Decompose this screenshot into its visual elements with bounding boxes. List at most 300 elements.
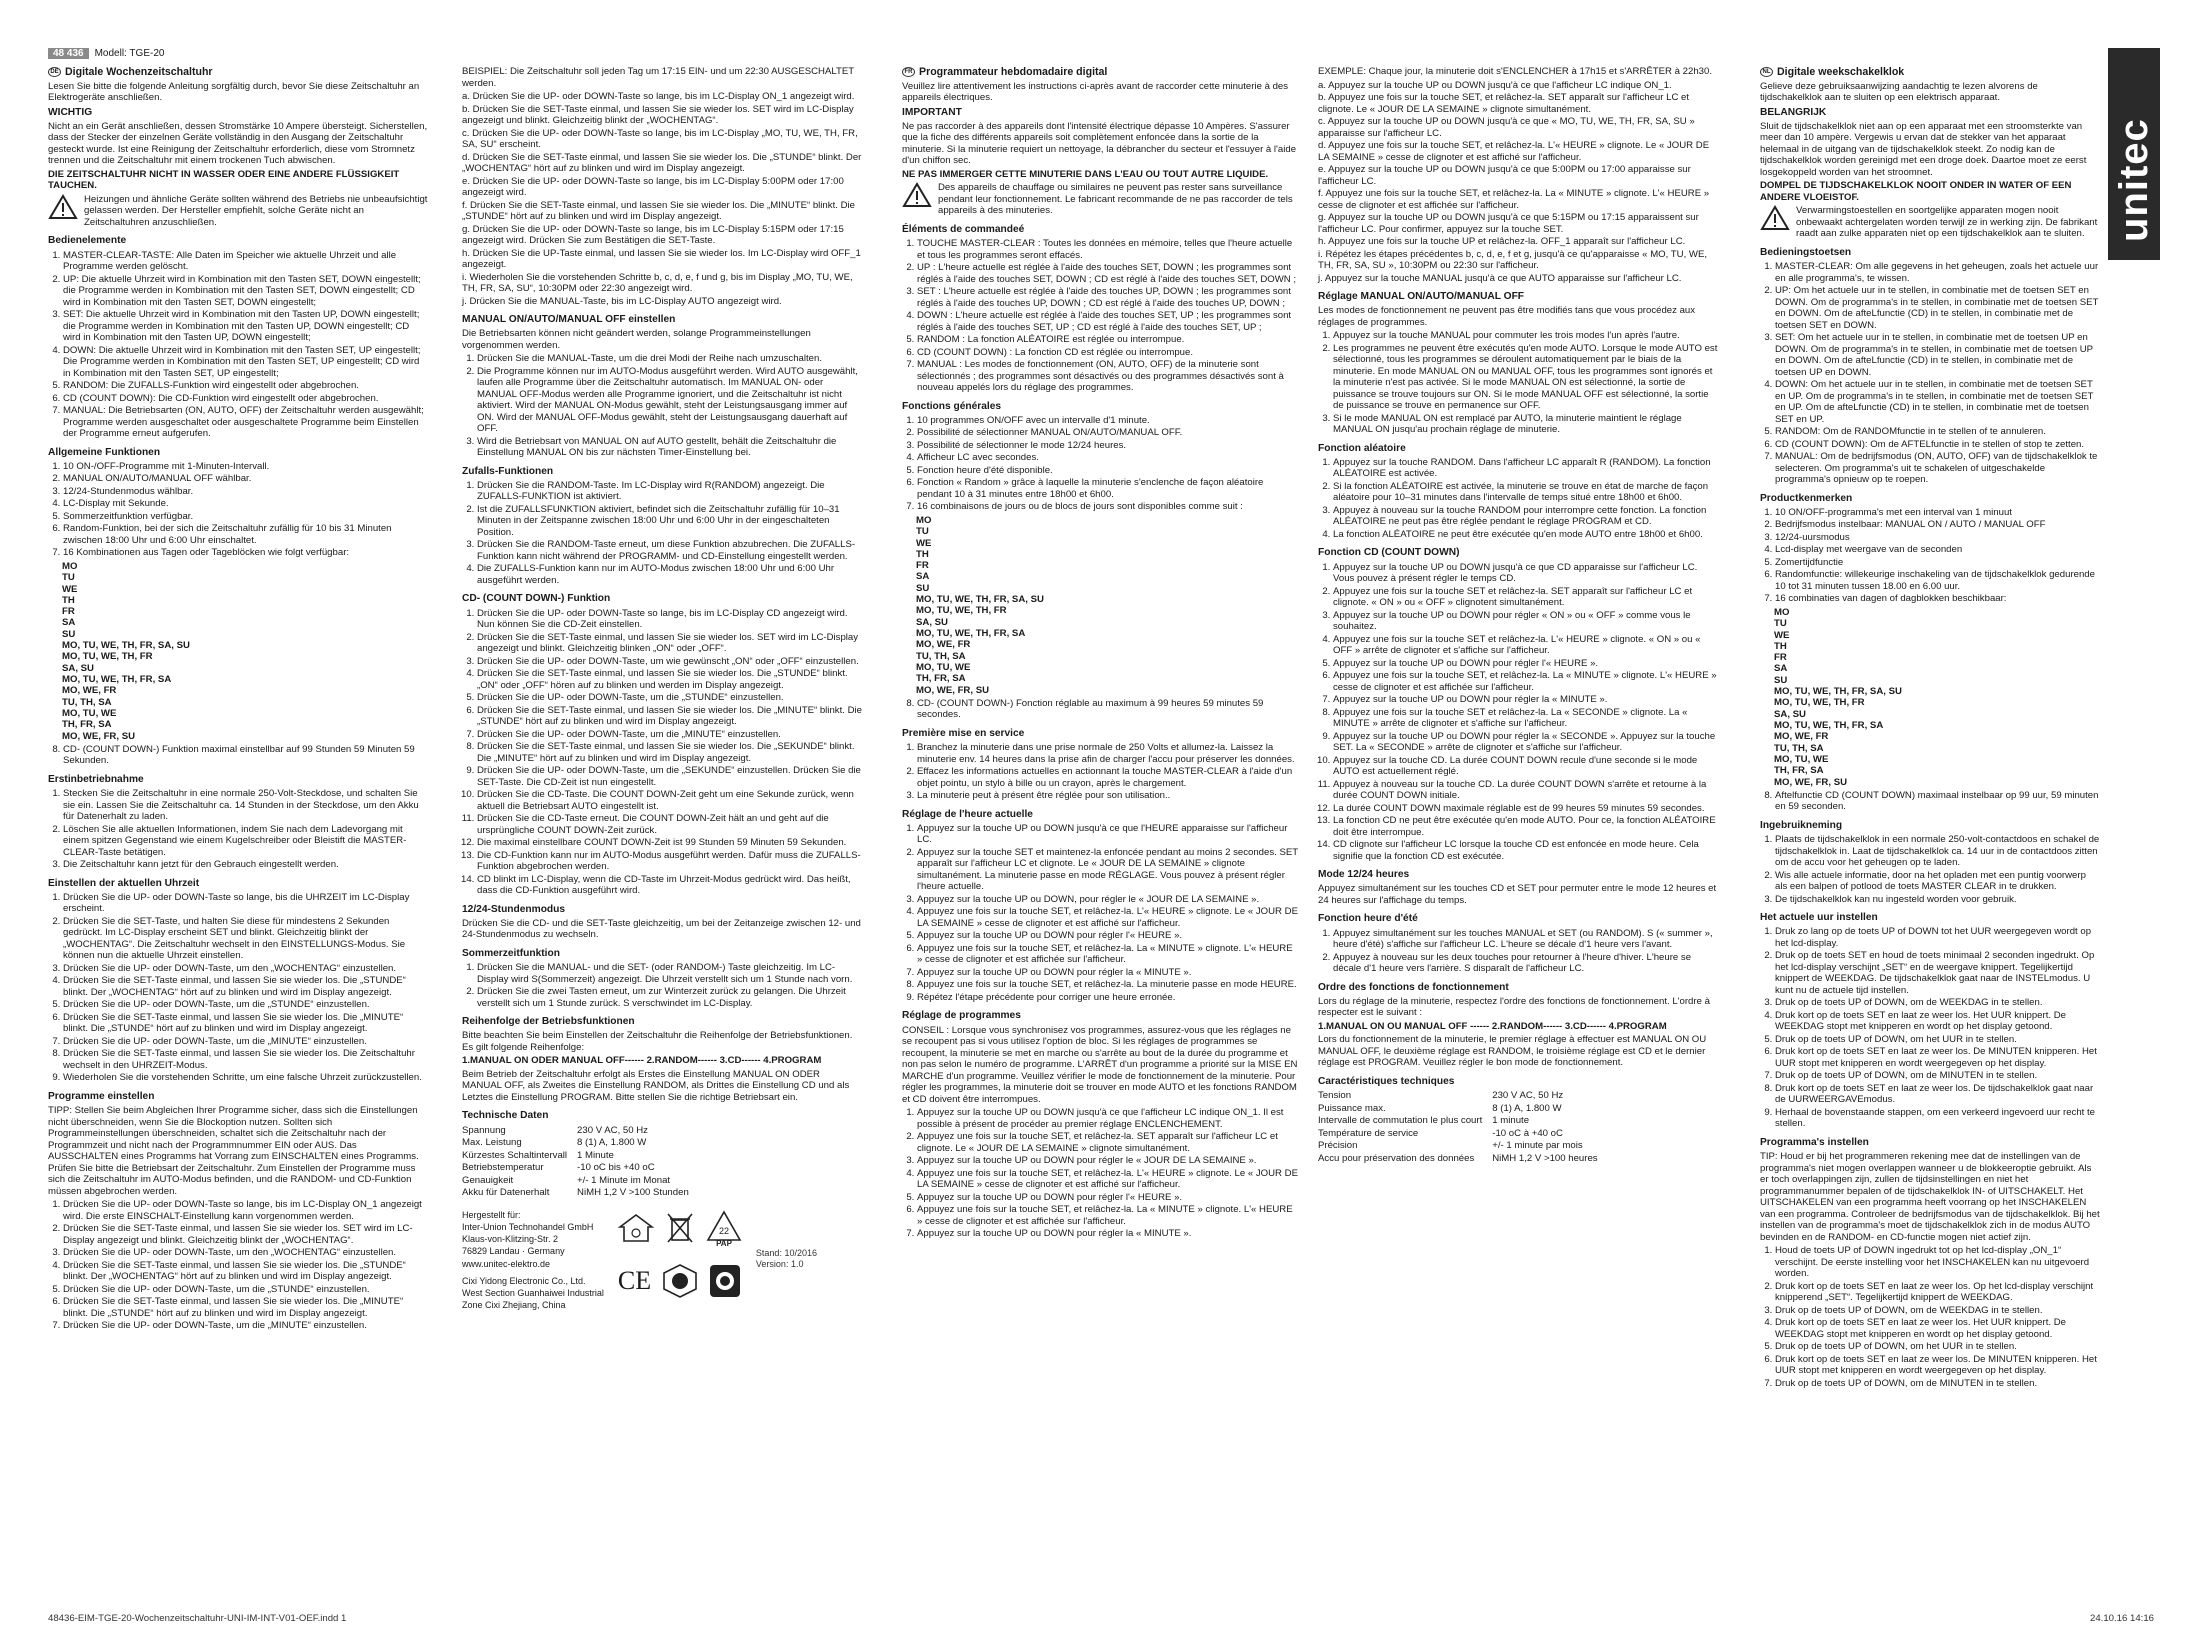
list-item: 4. Druk kort op de toets SET en laat ze weer los. Het UUR knippert. De WEEKDAG stopt met knipperen en wordt op het display getoond. (1775, 1010, 2100, 1033)
list-alea (1318, 457, 1718, 541)
day-combination: SA, SU (916, 616, 948, 628)
day-combination: TH (1774, 640, 1787, 652)
list-item: 3. Drücken Sie die RANDOM-Taste erneut, um diese Funktion abzubrechen. Die ZUFALLS-Funktion kann nicht während der PROGRAMM- und CD-Einstellung eingestellt werden. (477, 539, 862, 562)
list-item: 1. Appuyez sur la touche UP ou DOWN jusqu'à ce que l'HEURE apparaisse sur l'afficheur LC. (917, 823, 1300, 846)
list-item: 2. Effacez les informations actuelles en actionnant la touche MASTER-CLEAR à l'aide d'un objet pointu, un stylo à bille ou un crayon, après le chargement. (917, 766, 1300, 789)
reihen-text-2: Beim Betrieb der Zeitschaltuhr erfolgt als Erstes die Einstellung MANUAL ON ODER MANUAL OFF, als Zweites die Einstellung RANDOM, als Drittes die Einstellung CD und als Letztes die Einstellung PROGRAM. Bitte stellen Sie die richtige Betriebsart ein. (462, 1068, 850, 1103)
day-combination: TH, FR, SA (916, 673, 966, 685)
spec-value: NiMH 1,2 V >100 Stunden (577, 1187, 689, 1199)
spec-label: Intervalle de commutation le plus court (1318, 1115, 1483, 1127)
day-combination: TH (916, 548, 929, 560)
heading-tech-fr: Caractéristiques techniques (1318, 1075, 1455, 1087)
list-bed (1760, 261, 2100, 486)
heading-belangrijk: BELANGRIJK (1760, 106, 1827, 118)
maker-address (462, 1210, 604, 1270)
heading-uhr: Einstellen der aktuellen Uhrzeit (48, 877, 200, 889)
list-cd-fr (1318, 562, 1718, 863)
list-allg-8: 8. CD- (COUNT DOWN-) Funktion maximal einstellbar auf 99 Stunden 59 Minuten 59 Sekunden. (48, 744, 428, 767)
spec-row (1318, 1140, 1608, 1153)
heading-cd-de: CD- (COUNT DOWN-) Funktion (462, 593, 611, 605)
list-bedien (48, 250, 428, 440)
text-line: a. Drücken Sie die UP- oder DOWN-Taste so lange, bis im LC-Display ON_1 angezeigt wird. (462, 91, 855, 102)
list-item: 11. Appuyez à nouveau sur la touche CD. La durée COUNT DOWN s'arrête et retourne à la durée COUNT DOWN initiale. (1333, 779, 1718, 802)
day-combination: SU (916, 582, 930, 594)
list-item: 6. Randomfunctie: willekeurige inschakeling van de tijdschakelklok gedurende 10 tot 31 minuten tussen 18.00 en 6.00 uur. (1775, 569, 2100, 592)
list-item: 1. Appuyez sur la touche MANUAL pour commuter les trois modes l'un après l'autre. (1333, 330, 1718, 342)
spec-label: Température de service (1318, 1127, 1419, 1139)
list-item: 6. Druk kort op de toets SET en laat ze weer los. De MINUTEN knipperen. Het UUR stopt met knipperen en wordt weergegeven op het display. (1775, 1046, 2100, 1069)
list-item: 6. Drücken Sie die SET-Taste einmal, und lassen Sie sie wieder los. Die „MINUTE“ blinkt. Die „STUNDE“ hört auf zu blinken und wird im Display angezeigt. (63, 1296, 428, 1319)
list-item: 5. Appuyez sur la touche UP ou DOWN pour régler l'« HEURE ». (917, 1192, 1300, 1204)
text-line: i. Répétez les étapes précédentes b, c, d, e, f et g, jusqu'à ce qu'apparaisse « MO, TU, WE, TH, FR, SA, SU », 10:30PM ou 22:30 sur l'afficheur. (1318, 248, 1708, 271)
list-item: 1. Drücken Sie die UP- oder DOWN-Taste so lange, bis im LC-Display ON_1 angezeigt wird. Die erste EINSCHALT-Einstellung kann vorgenommen werden. (63, 1199, 428, 1222)
list-heure (902, 823, 1300, 1004)
text-line: West Section Guanhaiwei Industrial (462, 1288, 604, 1299)
spec-value: 1 minute (1492, 1115, 1530, 1127)
list-item: 2. Possibilité de sélectionner MANUAL ON/AUTO/MANUAL OFF. (917, 427, 1300, 439)
list-item: 7. Drücken Sie die UP- oder DOWN-Taste, um die „MINUTE“ einzustellen. (63, 1320, 428, 1332)
day-combination: TU (916, 526, 929, 538)
day-combination: MO, TU, WE, TH, FR, SA (62, 674, 172, 686)
list-item: 7. Appuyez sur la touche UP ou DOWN pour régler la « MINUTE ». (917, 1228, 1300, 1240)
brand-logo: unitec (2112, 118, 2156, 242)
list-item: 3. Appuyez sur la touche UP ou DOWN pour régler le « JOUR DE LA SEMAINE ». (917, 1155, 1300, 1167)
list-prod-8: 8. Aftelfunctie CD (COUNT DOWN) maximaal instelbaar op 99 uur, 59 minuten en 59 seconden. (1760, 790, 2100, 813)
day-combination: MO, TU, WE, TH, FR, SA (916, 628, 1026, 640)
list-item: 1. Drücken Sie die UP- oder DOWN-Taste so lange, bis die UHRZEIT im LC-Display erscheint. (63, 892, 428, 915)
list-item: 6. Drücken Sie die SET-Taste einmal, und lassen Sie sie wieder los. Die „MINUTE“ blinkt. Die „STUNDE“ hört auf zu blinken und wird im Display angezeigt. (63, 1012, 428, 1035)
list-item: 4. DOWN: Die aktuelle Uhrzeit wird in Kombination mit den Tasten SET, UP eingestellt; Die Programme werden in Kombination mit den Tasten SET, UP eingestellt; CD wird in Kombination mit den Tasten SET, UP eingestellt; (63, 345, 428, 380)
list-item: 5. Sommerzeitfunktion verfügbar. (63, 511, 428, 523)
day-combination: MO, WE, FR (1774, 731, 1829, 743)
text-line: www.unitec-elektro.de (462, 1258, 551, 1269)
text-line: c. Drücken Sie die UP- oder DOWN-Taste so lange, bis im LC-Display „MO, TU, WE, TH, FR, SA, SU“ erscheint. (462, 127, 858, 150)
day-combination: MO, WE, FR, SU (1774, 776, 1848, 788)
heading-mise: Première mise en service (902, 727, 1025, 739)
text-line: e. Drücken Sie die UP- oder DOWN-Taste so lange, bis im LC-Display 5:00PM oder 17:00 angezeigt wird. (462, 175, 844, 198)
list-item: 8. Drücken Sie die SET-Taste einmal, und lassen Sie sie wieder los. Die Zeitschaltuhr wechselt in den UHRZEIT-Modus. (63, 1048, 428, 1071)
list-mise (902, 742, 1300, 802)
list-item: 8. Appuyez une fois sur la touche SET et relâchez-la. La « SECONDE » clignote. La « MINUTE » arrête de clignoter et s'affiche sur l'afficheur. (1333, 707, 1718, 730)
list-item: 2. Die Programme können nur im AUTO-Modus ausgeführt werden. Wird AUTO ausgewählt, laufen alle Programme über die Zeitschaltuhr automatisch. Im MANUAL ON- oder MANUAL OFF-Modus werden alle Programme ignoriert, und die Zeitschaltuhr ist nicht aktiviert. Wird der MANUAL ON-Modus gewählt, steht der Leistungsausgang immer auf ON. Wird der MANUAL OFF-Modus gewählt, steht der Leistungsausgang dauerhaft auf OFF. (477, 366, 862, 435)
day-combination: MO (1774, 606, 1790, 618)
heading-ordre: Ordre des fonctions de fonctionnement (1318, 981, 1509, 993)
intro-de: Lesen Sie bitte die folgende Anleitung sorgfältig durch, bevor Sie diese Zeitschaltuhr an Elektrogeräte anschließen. (48, 80, 420, 104)
list-item: 5. Zomertijdfunctie (1775, 557, 2100, 569)
days-list-de (62, 561, 428, 742)
reihen-order: 1.MANUAL ON ODER MANUAL OFF------ 2.RANDOM------ 3.CD------ 4.PROGRAM (462, 1055, 822, 1067)
spec-row (462, 1175, 699, 1188)
day-combination: MO, TU, WE (1774, 753, 1829, 765)
text-1224-de: Drücken Sie die CD- und die SET-Taste gleichzeitig, um bei der Zeitanzeige zwischen 12- und 24-Stundenmodus zu wechseln. (462, 917, 861, 941)
heading-manual-fr: Réglage MANUAL ON/AUTO/MANUAL OFF (1318, 291, 1525, 302)
header (48, 48, 164, 59)
spec-row (1318, 1128, 1608, 1141)
list-item: 3. SET: Die aktuelle Uhrzeit wird in Kombination mit den Tasten UP, DOWN eingestellt; die Programme werden in Kombination mit den Tasten UP, DOWN eingestellt; CD wird in Kombination mit den Tasten UP, DOWN eingestellt; (63, 309, 428, 344)
list-item: 5. Fonction heure d'été disponible. (917, 465, 1300, 477)
day-combination: MO, TU, WE (916, 661, 971, 673)
heading-prog: Programme einstellen (48, 1090, 155, 1102)
text-line: d. Drücken Sie die SET-Taste einmal, und lassen Sie sie wieder los. Die „STUNDE“ blinkt. Der „WOCHENTAG“ hört auf zu blinken und wird im Display angezeigt. (462, 151, 862, 174)
list-item: 1. Appuyez sur la touche UP ou DOWN jusqu'à ce que CD apparaisse sur l'afficheur LC. Vous pouvez à présent régler le temps CD. (1333, 562, 1718, 585)
day-combination: TU (1774, 618, 1787, 630)
day-combination: MO, TU, WE, TH, FR, SA (1774, 720, 1884, 732)
heading-wichtig: WICHTIG (48, 106, 93, 118)
heading-erst: Erstinbetriebnahme (48, 773, 144, 785)
list-item: 5. Druk op de toets UP of DOWN, om het UUR in te stellen. (1775, 1034, 2100, 1046)
heading-tech-de: Technische Daten (462, 1110, 549, 1122)
logos-row-1 (618, 1210, 742, 1246)
list-item: 5. Druk op de toets UP of DOWN, om het UUR in te stellen. (1775, 1341, 2100, 1353)
list-item: 9. Drücken Sie die UP- oder DOWN-Taste, um die „SEKUNDE“ einzustellen. Drücken Sie die SET-Taste. Die CD-Zeit ist nun eingestellt. (477, 765, 862, 788)
day-combination: TU, TH, SA (1774, 742, 1824, 754)
heading-heure: Réglage de l'heure actuelle (902, 808, 1033, 820)
text-1224-fr: Appuyez simultanément sur les touches CD et SET pour permuter entre le mode 12 heures et 24 heures sur l'affichage du temps. (1318, 883, 1717, 906)
text-line: h. Drücken Sie die UP-Taste einmal, und lassen Sie sie wieder los. Im LC-Display wird OFF_1 angezeigt. (462, 247, 861, 270)
list-item: 6. Druk kort op de toets SET en laat ze weer los. De MINUTEN knipperen. Het UUR stopt met knipperen en wordt weergegeven op het display. (1775, 1354, 2100, 1377)
day-combination: TU (62, 572, 75, 584)
list-item: 7. Druk op de toets UP of DOWN, om de MINUTEN in te stellen. (1775, 1070, 2100, 1082)
list-item: 5. Appuyez sur la touche UP ou DOWN pour régler l'« HEURE ». (1333, 658, 1718, 670)
text-line: c. Appuyez sur la touche UP ou DOWN jusqu'à ce que « MO, TU, WE, TH, FR, SA, SU » apparaisse sur l'afficheur LC. (1318, 116, 1695, 139)
spec-label: Accu pour préservation des données (1318, 1152, 1475, 1164)
list-uur (1760, 926, 2100, 1130)
spec-label: Max. Leistung (462, 1137, 522, 1149)
day-combination: TH (62, 594, 75, 606)
list-item: 3. Appuyez à nouveau sur la touche RANDOM pour interrompre cette fonction. La fonction ALÉATOIRE ne peut pas être réglée pendant le réglage PROGRAM et CD. (1333, 505, 1718, 528)
intro-nl: Gelieve deze gebruiksaanwijzing aandachtig te lezen alvorens de tijdschakelklok aan te sluiten op een elektrisch apparaat. (1760, 80, 2038, 104)
list-sommer (462, 962, 862, 1009)
day-combination: WE (916, 537, 932, 549)
list-item: 4. Appuyez une fois sur la touche SET et relâchez-la. L'« HEURE » clignote. « ON » ou « OFF » arrête de clignoter et s'affiche sur l'afficheur. (1333, 634, 1718, 657)
list-prog-de (48, 1199, 428, 1332)
column-fr-2 (1318, 66, 1718, 1171)
list-item: 1. MASTER-CLEAR-TASTE: Alle Daten im Speicher wie aktuelle Uhrzeit und alle Programme werden gelöscht. (63, 250, 428, 273)
day-combination: MO, TU, WE, TH, FR (1774, 697, 1865, 709)
fr-flag-icon: FR (902, 67, 915, 77)
list-prog-fr (902, 1107, 1300, 1240)
text-line: g. Drücken Sie die UP- oder DOWN-Taste so lange, bis im LC-Display 5:15PM oder 17:15 angezeigt wird. Drücken Sie zum Bestätigen die SET-Taste. (462, 223, 844, 246)
list-elem (902, 238, 1300, 394)
weee-bin-icon (666, 1212, 694, 1244)
immerger-warning: NE PAS IMMERGER CETTE MINUTERIE DANS L'EAU OU TOUT AUTRE LIQUIDE. (902, 168, 1269, 180)
text-line: 76829 Landau · Germany (462, 1246, 565, 1257)
text-line: i. Wiederholen Sie die vorstehenden Schritte b, c, d, e, f und g, bis im Display „MO, TU, WE, TH, FR, SA, SU“, 10:30PM oder 22:30 angezeigt wird. (462, 271, 853, 294)
list-item: 2. Appuyez sur la touche SET et maintenez-la enfoncée pendant au moins 2 secondes. SET apparaît sur l'afficheur LC et clignote. Le « JOUR DE LA SEMAINE » clignote simultanément. La minuterie passe en mode RÉGLAGE. Vous pouvez à présent régler l'heure actuelle. (917, 847, 1300, 893)
list-item: 2. UP: Om het actuele uur in te stellen, in combinatie met de toetsen SET en DOWN. Om de programma's in te stellen, in combinatie met de toetsen SET en DOWN. Om de afteLfunctie (CD) in te stellen, in combinatie met de toetsen SET en DOWN. (1775, 285, 2100, 331)
column-nl (1760, 66, 2100, 1391)
list-item: 8. Druk kort op de toets SET en laat ze weer los. De tijdschakelklok gaat naar de UURWEERGAVEmodus. (1775, 1083, 2100, 1106)
heading-reihen: Reihenfolge der Betriebsfunktionen (462, 1016, 635, 1028)
list-item: 4. La fonction ALÉATOIRE ne peut être exécutée qu'en mode AUTO entre 18h00 et 6h00. (1333, 529, 1718, 541)
list-prog-nl (1760, 1245, 2100, 1389)
list-item: 4. Drücken Sie die SET-Taste einmal, und lassen Sie sie wieder los. Die „STUNDE“ blinkt. Der „WOCHENTAG“ hört auf zu blinken und wird im Display angezeigt. (63, 1260, 428, 1283)
list-item: 12. Die maximal einstellbare COUNT DOWN-Zeit ist 99 Stunden 59 Minuten 59 Sekunden. (477, 837, 862, 849)
list-gen (902, 415, 1300, 513)
list-item: 6. Appuyez une fois sur la touche SET, et relâchez-la. La « MINUTE » clignote. L'« HEURE » cesse de clignoter et est affichée sur l'afficheur. (1333, 670, 1718, 693)
ordre-text: Lors du réglage de la minuterie, respectez l'ordre des fonctions de fonctionnement. L'ordre à respecter est le suivant : (1318, 995, 1710, 1019)
ordre-list: 1.MANUAL ON OU MANUAL OFF ------ 2.RANDOM------ 3.CD------ 4.PROGRAM (1318, 1020, 1667, 1032)
list-item: 9. Wiederholen Sie die vorstehenden Schritte, um eine falsche Uhrzeit zurückzustellen. (63, 1072, 428, 1084)
list-item: 8. Drücken Sie die SET-Taste einmal, und lassen Sie sie wieder los. Die „SEKUNDE“ blinkt. Die „MINUTE“ hört auf zu blinken und wird im Display angezeigt. (477, 741, 862, 764)
day-combination: SU (62, 628, 76, 640)
list-item: 14. CD clignote sur l'afficheur LC lorsque la touche CD est enfoncée en mode heure. Cela signifie que la fonction CD est exécutée. (1333, 839, 1718, 862)
list-item: 6. Drücken Sie die SET-Taste einmal, und lassen Sie sie wieder los. Die „MINUTE“ blinkt. Die „STUNDE“ hört auf zu blinken und wird im Display angezeigt. (477, 705, 862, 728)
list-item: 2. Appuyez une fois sur la touche SET, et relâchez-la. SET apparaît sur l'afficheur LC et clignote. Le « JOUR DE LA SEMAINE » clignote simultanément. (917, 1131, 1300, 1154)
title-de: DE Digitale Wochenzeitschaltuhr (48, 66, 428, 79)
heading-prod: Productkenmerken (1760, 492, 1853, 504)
list-item: 4. Die ZUFALLS-Funktion kann nur im AUTO-Modus zwischen 18:00 Uhr und 6:00 Uhr ausgeführt werden. (477, 563, 862, 586)
list-item: 3. Druk op de toets UP of DOWN, om de WEEKDAG in te stellen. (1775, 997, 2100, 1009)
specs-table-fr (1318, 1090, 1608, 1165)
de-flag-icon: DE (48, 67, 61, 77)
column-de-1 (48, 66, 428, 1334)
list-item: 1. Appuyez simultanément sur les touches MANUAL et SET (ou RANDOM). S (« summer », heure d'été) s'affiche sur l'afficheur LC. L'heure se décale d'1 heure vers l'avant. (1333, 928, 1718, 951)
article-number: 48 436 (48, 48, 89, 59)
list-item: 7. Druk op de toets UP of DOWN, om de MINUTEN in te stellen. (1775, 1378, 2100, 1390)
stand-version (756, 1248, 817, 1313)
list-item: 7. Drücken Sie die UP- oder DOWN-Taste, um die „MINUTE“ einzustellen. (63, 1036, 428, 1048)
list-item: 5. RANDOM : La fonction ALÉATOIRE est réglée ou interrompue. (917, 334, 1300, 346)
spec-row (1318, 1090, 1608, 1103)
list-item: 5. RANDOM: Om de RANDOMfunctie in te stellen of te annuleren. (1775, 426, 2100, 438)
list-item: 6. CD (COUNT DOWN) : La fonction CD est réglée ou interrompue. (917, 347, 1300, 359)
pap-recycling-icon (706, 1210, 742, 1246)
list-item: 3. Appuyez sur la touche UP ou DOWN pour régler « ON » ou « OFF » comme vous le souhaitez. (1333, 610, 1718, 633)
list-item: 5. Drücken Sie die UP- oder DOWN-Taste, um die „STUNDE“ einzustellen. (477, 692, 862, 704)
day-combination: MO, TU, WE, TH, FR, SA, SU (916, 594, 1044, 606)
list-item: 6. CD (COUNT DOWN): Die CD-Funktion wird eingestellt oder abgebrochen. (63, 393, 428, 405)
wasser-warning: DIE ZEITSCHALTUHR NICHT IN WASSER ODER EINE ANDERE FLÜSSIGKEIT TAUCHEN. (48, 168, 400, 192)
heading-sommer: Sommerzeitfunktion (462, 947, 560, 959)
list-item: 2. Wis alle actuele informatie, door na het opladen met een puntig voorwerp als een balpen of potlood de toets MASTER CLEAR in te drukken. (1775, 870, 2100, 893)
text-line: Inter-Union Technohandel GmbH (462, 1221, 594, 1232)
warning-triangle-icon (902, 182, 932, 208)
heading-1224-de: 12/24-Stundenmodus (462, 903, 566, 915)
intro-fr: Veuillez lire attentivement les instructions ci-après avant de raccorder cette minuterie à des appareils électriques. (902, 80, 1289, 104)
text-line: f. Drücken Sie die SET-Taste einmal, und lassen Sie sie wieder los. Die „MINUTE“ blinkt. Die „STUNDE“ hört auf zu blinken und wird im Display angezeigt. (462, 199, 855, 222)
spec-row (462, 1187, 699, 1200)
list-item: 6. Fonction « Random » grâce à laquelle la minuterie s'enclenche de façon aléatoire pendant 10 à 31 minutes entre 18h00 et 6h00. (917, 477, 1300, 500)
days-list-nl (1774, 607, 2100, 788)
list-item: 3. Drücken Sie die UP- oder DOWN-Taste, um den „WOCHENTAG“ einzustellen. (63, 963, 428, 975)
spec-label: Genauigkeit (462, 1174, 514, 1186)
list-allg (48, 461, 428, 559)
list-item: 2. Löschen Sie alle aktuellen Informationen, indem Sie nach dem Ladevorgang mit einem spitzen Gegenstand wie einem Kugelschreiber oder Bleistift die MASTER-CLEAR-Taste betätigen. (63, 824, 428, 859)
list-item: 1. Drücken Sie die MANUAL- und die SET- (oder RANDOM-) Taste gleichzeitig. Im LC-Display wird S(Sommerzeit) angezeigt. Die Uhrzeit verstellt sich um 1 Stunde nach vorn. (477, 962, 862, 985)
list-item: 4. Drücken Sie die SET-Taste einmal, und lassen Sie sie wieder los. Die „STUNDE“ blinkt. Der „WOCHENTAG“ hört auf zu blinken und wird im Display angezeigt. (63, 975, 428, 998)
day-combination: MO (916, 514, 932, 526)
list-item: 2. MANUAL ON/AUTO/MANUAL OFF wählbar. (63, 473, 428, 485)
list-item: 2. Drücken Sie die zwei Tasten erneut, um zur Winterzeit zurück zu gelangen. Die Uhrzeit verstellt sich um 1 Stunde zurück. S verschwindet im LC-Display. (477, 986, 862, 1009)
list-item: 10. Appuyez sur la touche CD. La durée COUNT DOWN recule d'une seconde si le mode AUTO est actuellement réglé. (1333, 755, 1718, 778)
day-combination: MO, WE, FR (916, 639, 971, 651)
text-line: Version: 1.0 (755, 1259, 804, 1270)
list-item: 11. Drücken Sie die CD-Taste erneut. Die COUNT DOWN-Zeit hält an und geht auf die ursprüngliche COUNT DOWN-Zeit zurück. (477, 813, 862, 836)
list-item: 2. Si la fonction ALÉATOIRE est activée, la minuterie se trouve en état de marche de façon aléatoire pour 10–31 minutes dans l'intervalle de temps situé entre 18h00 et 6h00. (1333, 481, 1718, 504)
manual-intro-fr: Les modes de fonctionnement ne peuvent pas être modifiés tans que vous procédez aux réglages de programmes. (1318, 305, 1696, 328)
list-item: 2. UP: Die aktuelle Uhrzeit wird in Kombination mit den Tasten SET, DOWN eingestellt; die Programme werden in Kombination mit den Tasten SET, DOWN eingestellt; CD wird in Kombination mit den Tasten SET, DOWN eingestellt; (63, 274, 428, 309)
list-item: 6. Appuyez une fois sur la touche SET, et relâchez-la. La « MINUTE » clignote. L'« HEURE » cesse de clignoter et est affichée sur l'afficheur. (917, 1204, 1300, 1227)
list-item: 1. Appuyez sur la touche UP ou DOWN jusqu'à ce que l'afficheur LC indique ON_1. Il est possible à présent de procéder au premier réglage ENCLENCHEMENT. (917, 1107, 1300, 1130)
important-text: Ne pas raccorder à des appareils dont l'intensité électrique dépasse 10 Ampères. S'assurer que la fiche des différents appareils soit complètement enfoncée dans la sortie de la minuterie. Si la minuterie requiert un nettoyage, la débrancher du secteur et l'essuyer à l'aide d'un chiffon sec. (902, 120, 1297, 167)
list-item: 1. Drücken Sie die UP- oder DOWN-Taste so lange, bis im LC-Display CD angezeigt wird. Nun können Sie die CD-Zeit einstellen. (477, 608, 862, 631)
spec-label: Betriebstemperatur (462, 1162, 544, 1174)
day-combination: TU, TH, SA (62, 696, 112, 708)
list-item: 2. Appuyez une fois sur la touche SET et relâchez-la. SET apparaît sur l'afficheur LC et clignote. « ON » ou « OFF » clignotent simultanément. (1333, 586, 1718, 609)
list-item: 2. Druk kort op de toets SET en laat ze weer los. Op het lcd-display verschijnt knipperend „SET“. Tegelijkertijd knippert de WEEKDAG. (1775, 1281, 2100, 1304)
list-item: 7. MANUAL: Die Betriebsarten (ON, AUTO, OFF) der Zeitschaltuhr werden ausgewählt; Programme werden ausgeschaltet oder ausgeschaltete Programme beim Einstellen der Programme erneut aufgerufen. (63, 405, 428, 440)
column-fr-1 (902, 66, 1300, 1242)
day-combination: MO, TU, WE, TH, FR, SA, SU (62, 640, 190, 652)
list-manual-fr (1318, 330, 1718, 436)
day-combination: MO, WE, FR, SU (916, 684, 990, 696)
gs-seal-icon (709, 1264, 741, 1298)
spec-label: Tension (1318, 1090, 1352, 1102)
list-item: 4. DOWN: Om het actuele uur in te stellen, in combinatie met de toetsen SET en UP. Om de programma's in te stellen, in combinatie met de toetsen SET en UP. Om de afteLfunctie (CD) in te stellen, in combinatie met de toetsen SET en UP. (1775, 379, 2100, 425)
list-item: 3. 12/24-Stundenmodus wählbar. (63, 486, 428, 498)
list-item: 6. CD (COUNT DOWN): Om de AFTELfunctie in te stellen of stop te zetten. (1775, 439, 2100, 451)
spec-label: Akku für Datenerhalt (462, 1187, 550, 1199)
spec-row (1318, 1153, 1608, 1166)
list-gen-8: 8. CD- (COUNT DOWN-) Fonction réglable au maximum à 99 heures 59 minutes 59 secondes. (902, 698, 1300, 721)
list-ing (1760, 834, 2100, 905)
day-combination: MO, TU, WE, TH, FR (916, 605, 1007, 617)
list-item: 4. Appuyez une fois sur la touche SET, et relâchez-la. L'« HEURE » clignote. Le « JOUR DE LA SEMAINE » cesse de clignoter et est affiché sur l'afficheur. (917, 906, 1300, 929)
heading-alea: Fonction aléatoire (1318, 442, 1406, 454)
list-item: 4. Appuyez une fois sur la touche SET, et relâchez-la. L'« HEURE » clignote. Le « JOUR DE LA SEMAINE » cesse de clignoter et est affiché sur l'afficheur. (917, 1168, 1300, 1191)
day-combination: MO (62, 560, 78, 572)
text-line: Hergestellt für: (462, 1209, 521, 1220)
list-item: 1. Stecken Sie die Zeitschaltuhr in eine normale 250-Volt-Steckdose, und schalten Sie sie ein. Lassen Sie die Zeitschaltuhr ca. 14 Stunden in der Steckdose, um den Akku für Datenerhalt zu laden. (63, 788, 428, 823)
model-label: Modell: TGE-20 (94, 48, 165, 59)
column-de-2 (462, 66, 862, 1313)
list-item: 1. 10 ON-/OFF-Programme mit 1-Minuten-Intervall. (63, 461, 428, 473)
text-line: f. Appuyez une fois sur la touche SET, et relâchez-la. La « MINUTE » clignote. L'« HEURE » cesse de clignoter et est affichée sur l'afficheur. (1318, 188, 1710, 211)
list-item: 5. Drücken Sie die UP- oder DOWN-Taste, um die „STUNDE“ einzustellen. (63, 999, 428, 1011)
list-item: 3. De tijdschakelklok kan nu ingesteld worden voor gebruik. (1775, 894, 2100, 906)
day-combination: FR (1774, 652, 1787, 664)
day-combination: TU, TH, SA (916, 650, 966, 662)
text-line: Klaus-von-Klitzing-Str. 2 (462, 1234, 559, 1245)
spec-value: +/- 1 minute par mois (1492, 1140, 1583, 1152)
day-combination: TH, FR, SA (1774, 765, 1824, 777)
heading-prog-fr: Réglage de programmes (902, 1010, 1021, 1022)
day-combination: SA, SU (62, 662, 94, 674)
text-line: d. Appuyez une fois sur la touche SET, et relâchez-la. L'« HEURE » clignote. Le « JOUR DE LA SEMAINE » cesse de clignoter et est affiché sur l'afficheur. (1318, 140, 1710, 163)
spec-value: 230 V AC, 50 Hz (577, 1124, 648, 1136)
day-combination: FR (916, 560, 929, 572)
list-item: 3. Possibilité de sélectionner le mode 12/24 heures. (917, 440, 1300, 452)
spec-row (462, 1162, 699, 1175)
spec-label: Puissance max. (1318, 1102, 1386, 1114)
heading-manual-de: MANUAL ON/AUTO/MANUAL OFF einstellen (462, 314, 676, 325)
list-uhr (48, 892, 428, 1084)
wichtig-text: Nicht an ein Gerät anschließen, dessen Stromstärke 10 Ampere übersteigt. Sicherstellen, dass der Stecker der einzelnen Geräte vollständig in den Ausgang der Zeitschaltuhr gesteckt wurde. Ist eine Reinigung der Zeitschaltuhr erforderlich, diese vom Stromnetz trennen und die Zeitschaltuhr mit einem trockenen Tuch abwischen. (48, 120, 428, 167)
spec-row (462, 1137, 699, 1150)
day-combination: SA (916, 571, 930, 583)
list-item: 4. Lcd-display met weergave van de seconden (1775, 544, 2100, 556)
day-combination: TH, FR, SA (62, 719, 112, 731)
list-item: 7. MANUAL : Les modes de fonctionnement (ON, AUTO, OFF) de la minuterie sont sélectionnés ; des programmes sont désactivés ou des programmes désactivés sont à nouveau appelés lors du réglage des programmes. (917, 359, 1300, 394)
list-item: 7. MANUAL: Om de bedrijfsmodus (ON, AUTO, OFF) van de tijdschakelklok te selecteren. Om programma's uit te schakelen of uitgeschakelde programma's opnieuw op te roepen. (1775, 451, 2100, 486)
list-item: 1. Houd de toets UP of DOWN ingedrukt tot op het lcd-display „ON_1“ verschijnt. De eerste instelling voor het INSCHAKELEN kan nu uitgevoerd worden. (1775, 1245, 2100, 1280)
list-item: 4. Drücken Sie die SET-Taste einmal, und lassen Sie sie wieder los. Die „STUNDE“ blinkt. „ON“ oder „OFF“ hören auf zu blinken und werden im Display angezeigt. (477, 668, 862, 691)
text-line: Zone Cixi Zhejiang, China (462, 1300, 566, 1311)
heading-zufall: Zufalls-Funktionen (462, 465, 554, 477)
footer-date: 24.10.16 14:16 (2090, 1613, 2155, 1624)
nl-flag-icon: NL (1760, 67, 1773, 77)
list-cd-de (462, 608, 862, 897)
title-fr: FR Programmateur hebdomadaire digital (902, 66, 1300, 79)
list-item: 1. Drücken Sie die MANUAL-Taste, um die drei Modi der Reihe nach umzuschalten. (477, 353, 862, 365)
day-combination: WE (62, 583, 78, 595)
title-nl: NL Digitale weekschakelklok (1760, 66, 2100, 79)
beispiel-steps (462, 91, 862, 307)
text-line: h. Appuyez une fois sur la touche UP et relâchez-la. OFF_1 apparaît sur l'afficheur LC. (1318, 236, 1686, 247)
list-item: 5. Drücken Sie die UP- oder DOWN-Taste, um die „STUNDE“ einzustellen. (63, 1284, 428, 1296)
maker-block (462, 1210, 862, 1313)
heading-cd-fr: Fonction CD (COUNT DOWN) (1318, 547, 1460, 559)
spec-label: Kürzestes Schaltintervall (462, 1149, 568, 1161)
list-item: 2. Appuyez à nouveau sur les deux touches pour retourner à l'heure d'hiver. L'heure se décale d'1 heure vers l'arrière. S disparaît de l'afficheur LC. (1333, 952, 1718, 975)
list-item: 3. Drücken Sie die UP- oder DOWN-Taste, um wie gewünscht „ON“ oder „OFF“ einzustellen. (477, 656, 862, 668)
list-item: 1. TOUCHE MASTER-CLEAR : Toutes les données en mémoire, telles que l'heure actuelle et tous les programmes seront effacés. (917, 238, 1300, 261)
day-combination: MO, TU, WE (62, 707, 117, 719)
day-combination: SU (1774, 674, 1788, 686)
heading-bed: Bedieningstoetsen (1760, 246, 1852, 258)
list-item: 3. 12/24-uursmodus (1775, 532, 2100, 544)
warning-box-de: Heizungen und ähnliche Geräte sollten während des Betriebs nie unbeaufsichtigt gelassen werden. Der Hersteller empfiehlt, solche Geräte nicht an Zeitschaltuhren anzuschließen. (48, 194, 428, 229)
text-line: j. Appuyez sur la touche MANUAL jusqu'à ce que AUTO apparaisse sur l'afficheur LC. (1318, 272, 1682, 284)
spec-value: 1 Minute (577, 1149, 614, 1161)
list-item: 13. Die CD-Funktion kann nur im AUTO-Modus ausgeführt werden. Dafür muss die ZUFALLS-Funktion abgebrochen werden. (477, 850, 862, 873)
list-item: 3. Druk op de toets UP of DOWN, om de WEEKDAG in te stellen. (1775, 1305, 2100, 1317)
list-item: 7. 16 combinaisons de jours ou de blocs de jours sont disponibles comme suit : (917, 501, 1300, 513)
spec-value: 230 V AC, 50 Hz (1492, 1090, 1564, 1102)
belangrijk-text: Sluit de tijdschakelklok niet aan op een apparaat met een stroomsterkte van meer dan 10 ampère. Vergewis u ervan dat de stekker van het apparaat helemaal in de uitgang van de tijdschakelklok steekt. Zo nodig kan de tijdschakelklok worden gereinigd met een droge doek. Daartoe moet ze eerst losgekoppeld worden van het stroomnet. (1760, 120, 2087, 178)
list-zufall (462, 480, 862, 587)
list-item: 4. LC-Display mit Sekunde. (63, 498, 428, 510)
list-item: 1. MASTER-CLEAR: Om alle gegevens in het geheugen, zoals het actuele uur en alle programma's, te wissen. (1775, 261, 2100, 284)
list-item: 3. Drücken Sie die UP- oder DOWN-Taste, um den „WOCHENTAG“ einzustellen. (63, 1247, 428, 1259)
list-item: 7. Appuyez sur la touche UP ou DOWN pour régler la « MINUTE ». (1333, 694, 1718, 706)
house-recycling-icon (618, 1213, 654, 1243)
day-combination: SA, SU (1774, 708, 1806, 720)
heading-uur: Het actuele uur instellen (1760, 912, 1878, 924)
text-line: e. Appuyez sur la touche UP ou DOWN jusqu'à ce que 5:00PM ou 17:00 apparaisse sur l'afficheur LC. (1318, 164, 1691, 187)
day-combination: SA (62, 617, 76, 629)
heading-important: IMPORTANT (902, 106, 962, 118)
heading-allg: Allgemeine Funktionen (48, 446, 161, 458)
list-item: 1. Druk zo lang op de toets UP of DOWN tot het UUR weergegeven wordt op het lcd-display. (1775, 926, 2100, 949)
list-item: 9. Appuyez sur la touche UP ou DOWN pour régler la « SECONDE ». Appuyez sur la touche SET. La « SECONDE » arrête de clignoter et s'affiche sur l'afficheur. (1333, 731, 1718, 754)
list-item: 9. Répétez l'étape précédente pour corriger une heure erronée. (917, 992, 1300, 1004)
list-item: 4. Afficheur LC avec secondes. (917, 452, 1300, 464)
heading-gen: Fonctions générales (902, 400, 1002, 412)
day-combination: MO, WE, FR (62, 685, 117, 697)
footer-filename: 48436-EIM-TGE-20-Wochenzeitschaltuhr-UNI-IM-INT-V01-OEF.indd 1 (48, 1613, 347, 1624)
list-item: 3. SET : L'heure actuelle est réglée à l'aide des touches UP, DOWN ; les programmes sont réglés à l'aide des touches UP, DOWN ; CD est réglé à l'aide des touches UP, DOWN ; (917, 286, 1300, 309)
day-combination: MO, WE, FR, SU (62, 730, 136, 742)
conseil-fr: CONSEIL : Lorsque vous synchronisez vos programmes, assurez-vous que les réglages ne se recoupent pas si vous utilisez l'option de bloc. Si les réglages de programmes se recoupent, la minuterie se met en marche ou s'arrête au bout de la durée du programme et non pas selon le numéro de programme. L'ARRÊT d'un programme a priorité sur la MISE EN MARCHE d'un programme. Veuillez vérifier le mode de fonctionnement de la minuterie. Pour régler les programmes, la minuterie doit se trouver en mode AUTO et les fonctions RANDOM et CD doivent être interrompues. (902, 1024, 1298, 1105)
warning-triangle-icon (48, 194, 78, 220)
list-item: 7. Drücken Sie die UP- oder DOWN-Taste, um die „MINUTE“ einzustellen. (477, 729, 862, 741)
tipp-de: TIPP: Stellen Sie beim Abgleichen Ihrer Programme sicher, dass sich die Einstellungen nicht überschneiden, wenn Sie die Blockoption nutzen. Sollten sich Programmeinstellungen überschneiden, schaltet sich die Zeitschaltuhr nach der Programmzeit und nicht nach der Programmnummer EIN oder AUS. Das AUSSCHALTEN eines Programms hat Vorrang zum EINSCHALTEN eines Programms. Prüfen Sie bitte die Betriebsart der Zeitschaltuhr. Zum Einstellen der Programme muss sich die Zeitschaltuhr im AUTO-Modus befinden, und die RANDOM- und CD-Funktion müssen abgebrochen werden. (48, 1105, 419, 1197)
exemple-steps (1318, 80, 1718, 285)
spec-row (1318, 1115, 1608, 1128)
list-item: 1. 10 ON/OFF-programma's met een interval van 1 minuut (1775, 507, 2100, 519)
